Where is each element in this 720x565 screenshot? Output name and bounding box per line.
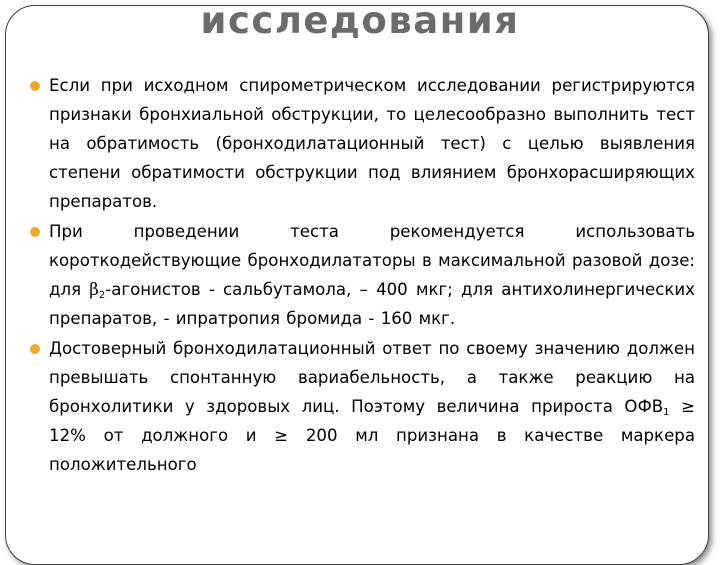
bullet-item-reversibility-test xyxy=(30,71,695,216)
bullet-dot-icon xyxy=(30,227,40,237)
bullet-list xyxy=(30,71,695,479)
bullet-text: Если при исходном спирометрическом исследовании регистрируются признаки бронхиальной обструкции, то целесообразно выполнить тест на обратимость (бронходилатационный тест) с целью выявления степени обратимости обструкции под влиянием бронхорасширяющих препаратов. xyxy=(49,76,695,211)
bullet-text-part: -агонистов - сальбутамола, – 400 мкг; для антихолинергических препаратов, - ипратропия бромида - 160 мкг. xyxy=(49,280,695,328)
bullet-item-positive-response xyxy=(30,334,695,479)
beta-symbol: β xyxy=(89,280,99,299)
bullet-dot-icon xyxy=(30,81,40,91)
bullet-dot-icon xyxy=(30,344,40,354)
fev-subscript: 1 xyxy=(663,407,670,418)
bullet-text xyxy=(49,217,695,333)
slide-title: исследования xyxy=(200,0,520,42)
bullet-item-bronchodilator-dose xyxy=(30,217,695,333)
bullet-text xyxy=(49,334,695,479)
bullet-text-part: Достоверный бронходилатационный ответ по своему значению должен превышать спонтанную вариабельность, а также реакцию на бронхолитики у здоровых лиц. Поэтому величина прироста ОФВ xyxy=(49,339,695,416)
bullet-text-part: ≥ 12% от должного и ≥ 200 мл признана в качестве маркера положительного xyxy=(49,397,695,474)
beta-subscript: 2 xyxy=(98,290,106,301)
bullet-text-part: При проведении теста рекомендуется использовать короткодействующие бронходилататоры в максимальной разовой дозе: для xyxy=(49,222,695,299)
